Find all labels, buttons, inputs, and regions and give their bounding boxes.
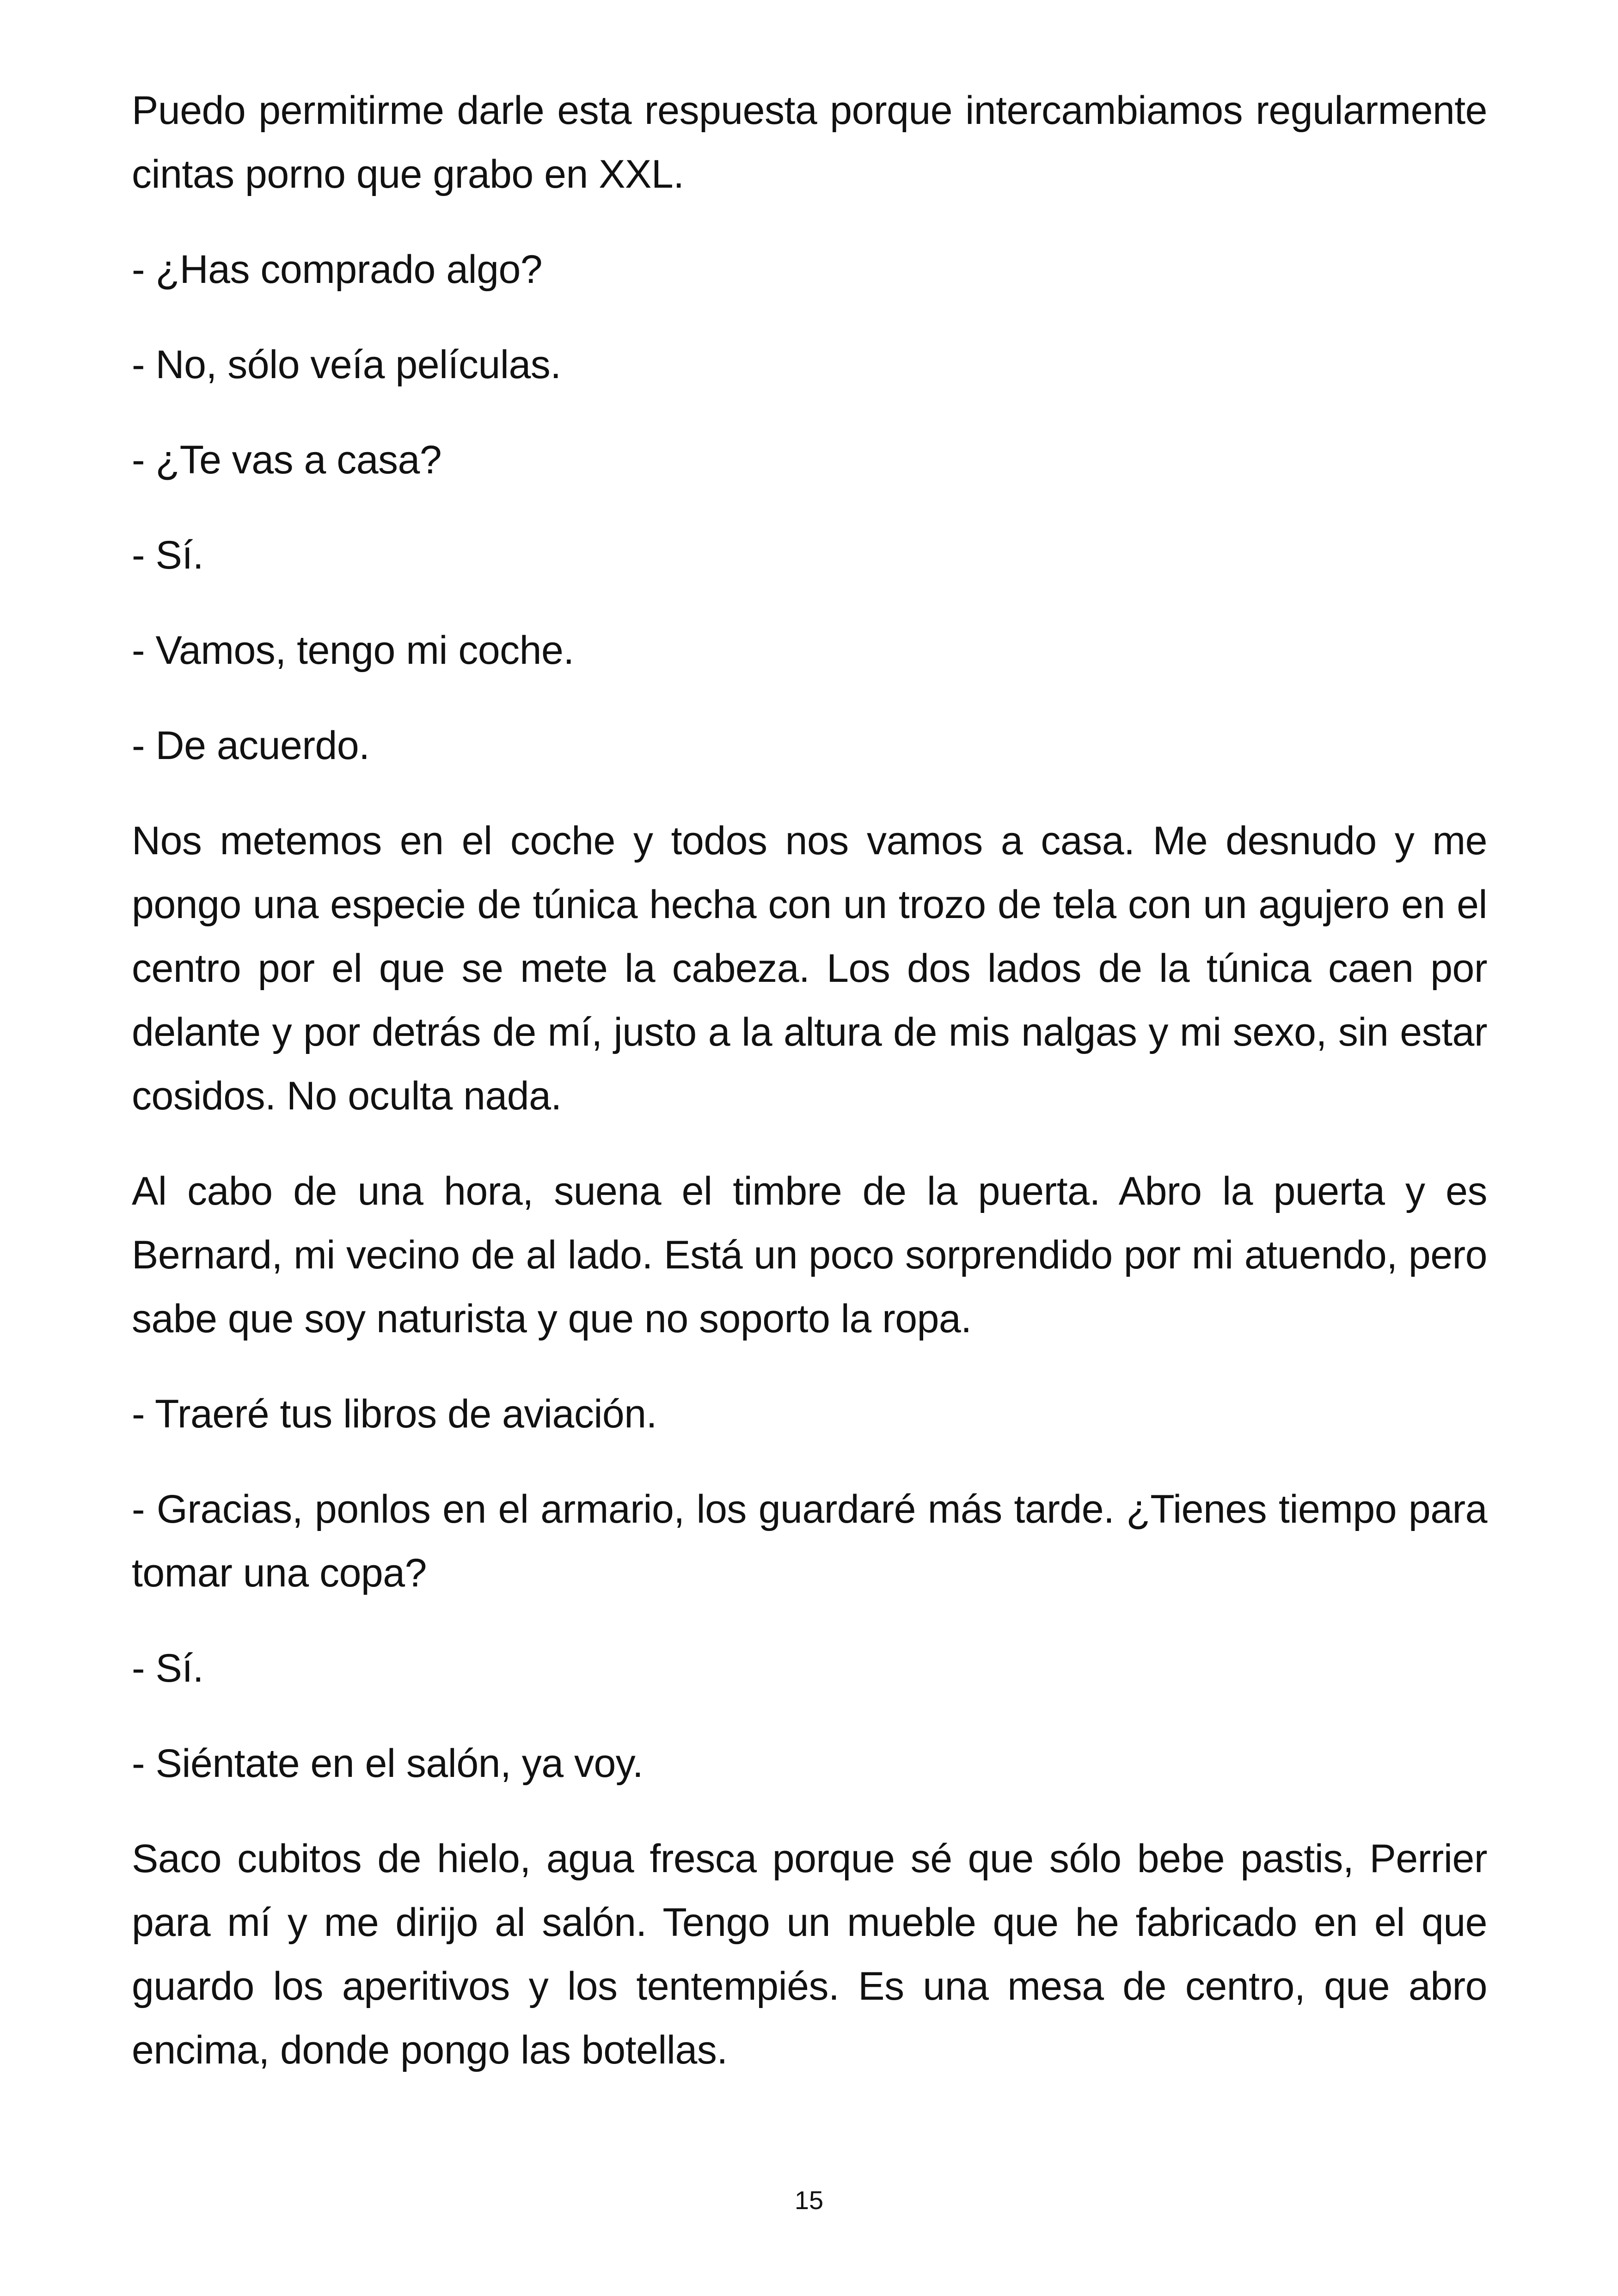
dialogue-line: - ¿Te vas a casa? <box>132 438 442 482</box>
paragraph: Al cabo de una hora, suena el timbre de la puerta. Abro la puerta y es Bernard, mi vecino de al lado. Está un poco sorprendido por mi atuendo, pero sabe que soy naturista y que no soporto la ropa. <box>132 1169 1487 1341</box>
dialogue-line: - No, sólo veía películas. <box>132 343 561 387</box>
dialogue-line: - Vamos, tengo mi coche. <box>132 628 574 673</box>
dialogue-line: - Gracias, ponlos en el armario, los guardaré más tarde. ¿Tienes tiempo para tomar una copa? <box>132 1487 1487 1595</box>
dialogue-line: - De acuerdo. <box>132 723 370 768</box>
dialogue-line: - Sí. <box>132 533 204 577</box>
page-number: 15 <box>794 2186 824 2215</box>
page-body <box>132 79 1487 2113</box>
dialogue-line: - ¿Has comprado algo? <box>132 247 543 292</box>
paragraph: Saco cubitos de hielo, agua fresca porque sé que sólo bebe pastis, Perrier para mí y me dirijo al salón. Tengo un mueble que he fabricado en el que guardo los aperitivos y los tentempiés. Es una mesa de centro, que abro encima, donde pongo las botellas. <box>132 1837 1487 2072</box>
dialogue-line: - Traeré tus libros de aviación. <box>132 1392 657 1436</box>
paragraph: Nos metemos en el coche y todos nos vamos a casa. Me desnudo y me pongo una especie de túnica hecha con un trozo de tela con un agujero en el centro por el que se mete la cabeza. Los dos lados de la túnica caen por delante y por detrás de mí, justo a la altura de mis nalgas y mi sexo, sin estar cosidos. No oculta nada. <box>132 819 1487 1118</box>
dialogue-line: - Siéntate en el salón, ya voy. <box>132 1741 644 1786</box>
paragraph: Puedo permitirme darle esta respuesta porque intercambiamos regularmente cintas porno que grabo en XXL. <box>132 88 1487 196</box>
dialogue-line: - Sí. <box>132 1646 204 1690</box>
